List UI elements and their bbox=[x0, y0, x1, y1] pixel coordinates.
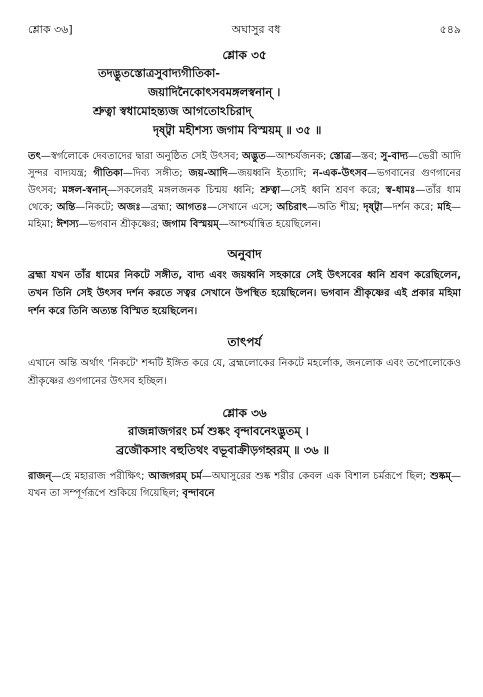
synonym-meaning: —আশ্চর্যজনক; bbox=[265, 151, 330, 162]
translation-title: অনুবাদ bbox=[227, 247, 262, 261]
synonym-word: স্তোত্র bbox=[329, 151, 352, 162]
purport-text: এখানে অন্তি অর্থাৎ 'নিকটে' শব্দটি ইঙ্গিত করে যে, ব্রহ্মলোকের নিকটে মহর্লোক, জনলোক এবং তপোলোকেও শ্রীকৃষ্ণের গুণগানের উৎসব হচ্ছিল। bbox=[28, 358, 461, 387]
synonym-meaning: —স্তব; bbox=[351, 151, 381, 162]
synonym-meaning: —অতি শীঘ্র; bbox=[307, 202, 364, 213]
header-page-number: ৫৪৯ bbox=[439, 23, 461, 36]
translation-text: ব্রহ্মা যখন তাঁর ধামের নিকটে সঙ্গীত, বাদ্য এবং জয়ধ্বনি সহকারে সেই উৎসবের ধ্বনি শ্রবণ করেছিলেন, তখন তিনি সেই উৎসব দর্শন করতে সত্বর সেখানে উপস্থিত হয়েছিলেন। ভগবান শ্রীকৃষ্ণের এই প্রকার মহিমা দর্শন করে তিনি অত্যন্ত বিস্মিত হয়েছিলেন। bbox=[28, 270, 461, 317]
synonym-meaning: —দর্শন করে; bbox=[382, 202, 438, 213]
translation-section bbox=[28, 245, 461, 321]
purport-title: তাৎপর্য bbox=[227, 335, 262, 349]
synonym-word: গীতিকা bbox=[93, 168, 123, 179]
synonym-meaning: —ভগবানের গুণগানের উৎসব; bbox=[28, 168, 461, 196]
synonym-meaning: —জয়ধ্বনি ইত্যাদি; bbox=[227, 168, 313, 179]
header-chapter-title: অঘাসুর বধ bbox=[231, 23, 281, 36]
verse-35-line: জয়াদিনৈকোৎসবমঙ্গলস্বনান্ । bbox=[148, 85, 281, 99]
document-page bbox=[28, 22, 461, 682]
synonym-word: দৃষ্ট্বা bbox=[363, 202, 383, 213]
synonym-word: শুষ্কম্ bbox=[430, 471, 451, 482]
verse-35-line: তদদ্ভুতস্তোত্রসুবাদ্যগীতিকা- bbox=[98, 66, 221, 80]
synonym-word: ঈশস্য bbox=[56, 219, 79, 230]
synonym-meaning: —সেখানে এসে; bbox=[207, 202, 277, 213]
synonym-meaning: —ভেরী আদি সুন্দর বাদ্যযন্ত্র; bbox=[28, 151, 461, 179]
synonym-word: শ্রুত্বা bbox=[260, 185, 281, 196]
synonym-meaning: —সেই ধ্বনি শ্রবণ করে; bbox=[280, 185, 386, 196]
synonym-meaning: —যখন তা সম্পূর্ণরূপে শুকিয়ে গিয়েছিল; bbox=[28, 471, 461, 499]
verse-36-synonyms bbox=[28, 468, 461, 502]
synonym-meaning: —দিব্য সঙ্গীত; bbox=[122, 168, 189, 179]
synonym-meaning: —মহিমা; bbox=[28, 202, 461, 230]
verse-35-line: দৃষ্ট্বা মহীশস্য জগাম বিস্ময়ম্ ॥ ৩৫ ॥ bbox=[153, 123, 322, 137]
synonym-word: মহি bbox=[437, 202, 451, 213]
synonym-meaning: —নিকটে; bbox=[75, 202, 118, 213]
verse-35-number: শ্লোক ৩৫ bbox=[222, 48, 267, 62]
synonym-meaning: —হে মহারাজ পরীক্ষিৎ; bbox=[51, 471, 149, 482]
verse-35-block bbox=[28, 47, 461, 140]
synonym-meaning: —ব্রহ্মা; bbox=[140, 202, 177, 213]
synonym-word: আগতঃ bbox=[176, 202, 208, 213]
synonym-word: অজঃ bbox=[117, 202, 141, 213]
synonym-word: আজগরম্ চর্ম bbox=[148, 471, 202, 482]
synonym-meaning: —স্বর্গলোকে দেবতাদের দ্বারা অনুষ্ঠিত সেই উৎসব; bbox=[40, 151, 243, 162]
synonym-meaning: —ভগবান শ্রীকৃষ্ণের; bbox=[78, 219, 163, 230]
synonym-meaning: —তাঁর ধাম থেকে; bbox=[28, 185, 461, 213]
synonym-meaning: —সকলেরই মঙ্গলজনক চিন্ময় ধ্বনি; bbox=[107, 185, 261, 196]
synonym-word: অচিরাৎ bbox=[276, 202, 308, 213]
verse-36-number: শ্লোক ৩৬ bbox=[222, 406, 267, 420]
verse-36-text bbox=[28, 422, 461, 460]
synonym-word: রাজন্ bbox=[28, 471, 52, 482]
verse-36-block bbox=[28, 405, 461, 460]
synonym-word: স্ব-ধামঃ bbox=[385, 185, 416, 196]
verse-35-text bbox=[28, 64, 461, 140]
synonym-word: জয়-আদি bbox=[188, 168, 228, 179]
purport-section bbox=[28, 333, 461, 391]
verse-36-line: ব্রজৌকসাং বহুতিথং বভূবাক্রীড়গহ্বরম্ ॥ ৩৬ ॥ bbox=[116, 443, 330, 457]
verse-35-synonyms bbox=[28, 148, 461, 233]
synonym-word: মঙ্গল-স্বনান্ bbox=[62, 185, 108, 196]
verse-36-line: রাজন্নাজগরং চর্ম শুষ্কং বৃন্দাবনেঽদ্ভুতম্ । bbox=[128, 424, 309, 438]
synonym-meaning: —অঘাসুরের শুষ্ক শরীর কেবল এক বিশাল চর্মরূপে ছিল; bbox=[201, 471, 431, 482]
synonym-word: সু-বাদ্য bbox=[380, 151, 409, 162]
synonym-word: অদ্ভুত bbox=[242, 151, 266, 162]
header-verse-ref: শ্লোক ৩৬] bbox=[28, 23, 73, 36]
running-header bbox=[28, 22, 461, 37]
synonym-word: জগাম বিস্ময়ম্ bbox=[162, 219, 219, 230]
synonym-word: ন-এক-উৎসব bbox=[312, 168, 367, 179]
verse-35-line: শ্রুত্বা স্বধামোহন্ত্যজ আগতোঽচিরাদ্ bbox=[93, 104, 252, 118]
synonym-meaning: —আশ্চর্যান্বিত হয়েছিলেন। bbox=[218, 219, 321, 230]
synonym-word: অন্তি bbox=[56, 202, 76, 213]
synonym-word: তৎ bbox=[28, 151, 41, 162]
synonym-word: বৃন্দাবনে bbox=[182, 488, 215, 499]
